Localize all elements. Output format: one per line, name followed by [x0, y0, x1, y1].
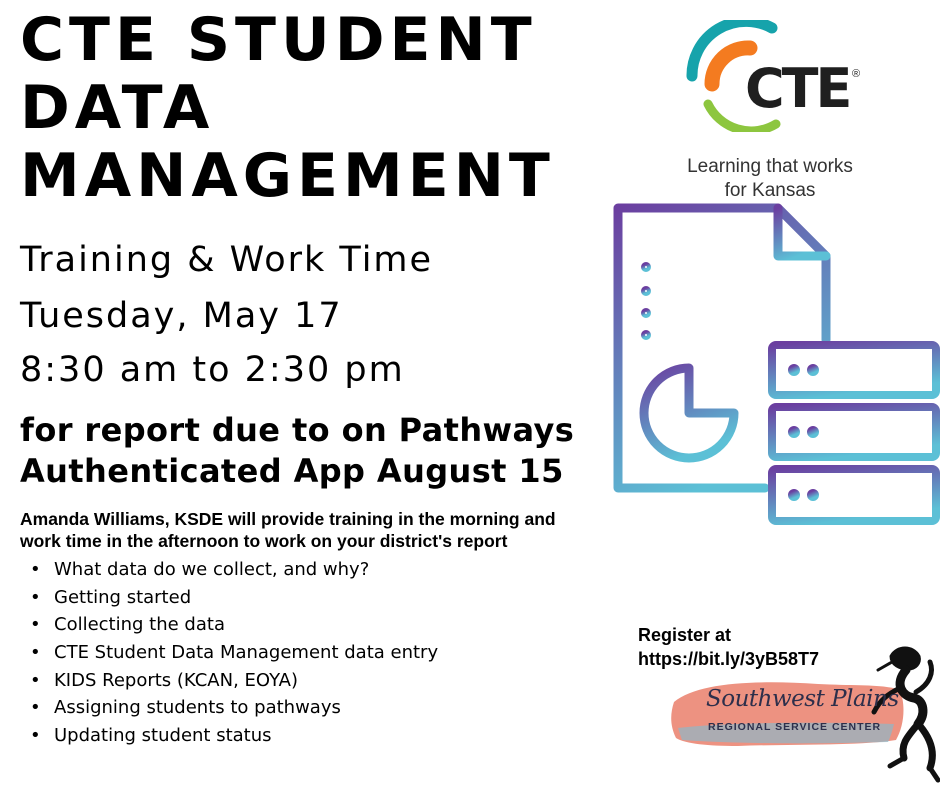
topic-list — [20, 556, 438, 750]
register-link[interactable]: https://bit.ly/3yB58T7 — [638, 649, 820, 669]
description-line-1: Amanda Williams, KSDE will provide training in the morning and — [20, 509, 556, 529]
cte-tagline — [660, 155, 880, 203]
list-item: • Getting started — [20, 584, 438, 612]
event-date: Tuesday, May 17 — [20, 296, 343, 336]
due-note — [20, 410, 574, 492]
document-report-icon — [610, 200, 940, 530]
title-line-2: DATA — [20, 73, 215, 143]
title-line-1: CTE STUDENT — [20, 5, 537, 75]
list-item: • Updating student status — [20, 722, 438, 750]
event-time: 8:30 am to 2:30 pm — [20, 350, 405, 390]
due-line-2: Authenticated App August 15 — [20, 452, 564, 490]
page-title — [20, 6, 555, 210]
swp-logo-graphic — [668, 640, 940, 788]
list-item: • Assigning students to pathways — [20, 694, 438, 722]
registered-mark: ® — [852, 68, 861, 80]
list-item: • CTE Student Data Management data entry — [20, 639, 438, 667]
description-line-2: work time in the afternoon to work on your district's report — [20, 531, 508, 551]
description — [20, 508, 680, 552]
due-line-1: for report due to on Pathways — [20, 411, 575, 449]
list-item: • What data do we collect, and why? — [20, 556, 438, 584]
list-item: • KIDS Reports (KCAN, EOYA) — [20, 667, 438, 695]
event-subtitle: Training & Work Time — [20, 240, 434, 280]
cte-tagline-line-1: Learning that works — [687, 156, 853, 177]
register-label: Register at — [638, 625, 732, 645]
cte-tagline-line-2: for Kansas — [724, 180, 816, 201]
title-line-3: MANAGEMENT — [20, 141, 555, 211]
swp-subtitle: REGIONAL SERVICE CENTER — [708, 721, 882, 733]
cte-logo-wordmark: CTE — [745, 57, 850, 120]
swp-name: Southwest Plains — [706, 686, 899, 712]
list-item: • Collecting the data — [20, 611, 438, 639]
